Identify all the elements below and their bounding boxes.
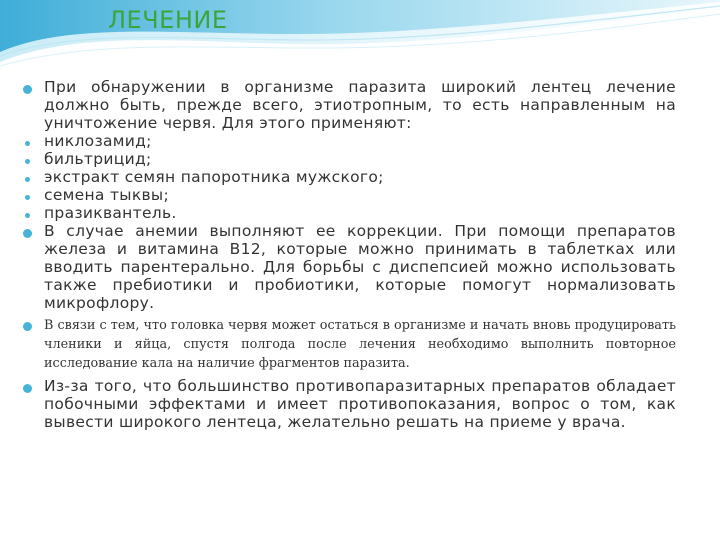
list-item-text: экстракт семян папоротника мужского;: [44, 168, 384, 186]
bullet-icon: [25, 195, 30, 200]
bullet-icon: [23, 229, 32, 238]
list-item: [20, 168, 676, 186]
bullet-icon: [25, 159, 30, 164]
list-item-text: В случае анемии выполняют ее коррекции. При помощи препаратов железа и витамина В12, которые можно принимать в таблетках или вводить парентерально. Для борьбы с диспепсией можно использовать также пребиотики и пробиотики, которые помогут нормализовать микрофлору.: [44, 222, 676, 312]
content-list: [20, 78, 676, 431]
list-item: [20, 222, 676, 312]
list-item-text: никлозамид;: [44, 132, 152, 150]
list-item-text: празиквантель.: [44, 204, 177, 222]
list-item: [20, 78, 676, 132]
list-item-text: Из-за того, что большинство противопаразитарных препаратов обладает побочными эффектами и имеет противопоказания, вопрос о том, как вывести широкого лентеца, желательно решать на приеме у врача.: [44, 377, 676, 431]
list-item: [20, 316, 676, 373]
bullet-icon: [23, 85, 32, 94]
list-item-text: семена тыквы;: [44, 186, 169, 204]
list-item-text: бильтрицид;: [44, 150, 152, 168]
list-item: [20, 132, 676, 150]
bullet-icon: [25, 213, 30, 218]
list-item: [20, 377, 676, 431]
list-item: [20, 204, 676, 222]
page-title: ЛЕЧЕНИЕ: [108, 6, 228, 34]
list-item-text: При обнаружении в организме паразита широкий лентец лечение должно быть, прежде всего, этиотропным, то есть направленным на уничтожение червя. Для этого применяют:: [44, 78, 676, 132]
bullet-icon: [23, 384, 32, 393]
list-item: [20, 150, 676, 168]
bullet-icon: [23, 322, 32, 331]
list-item: [20, 186, 676, 204]
list-item-text: В связи с тем, что головка червя может остаться в организме и начать вновь продуцировать членики и яйца, спустя полгода после лечения необходимо выполнить повторное исследование кала на наличие фрагментов паразита.: [44, 318, 676, 371]
bullet-icon: [25, 177, 30, 182]
bullet-icon: [25, 141, 30, 146]
